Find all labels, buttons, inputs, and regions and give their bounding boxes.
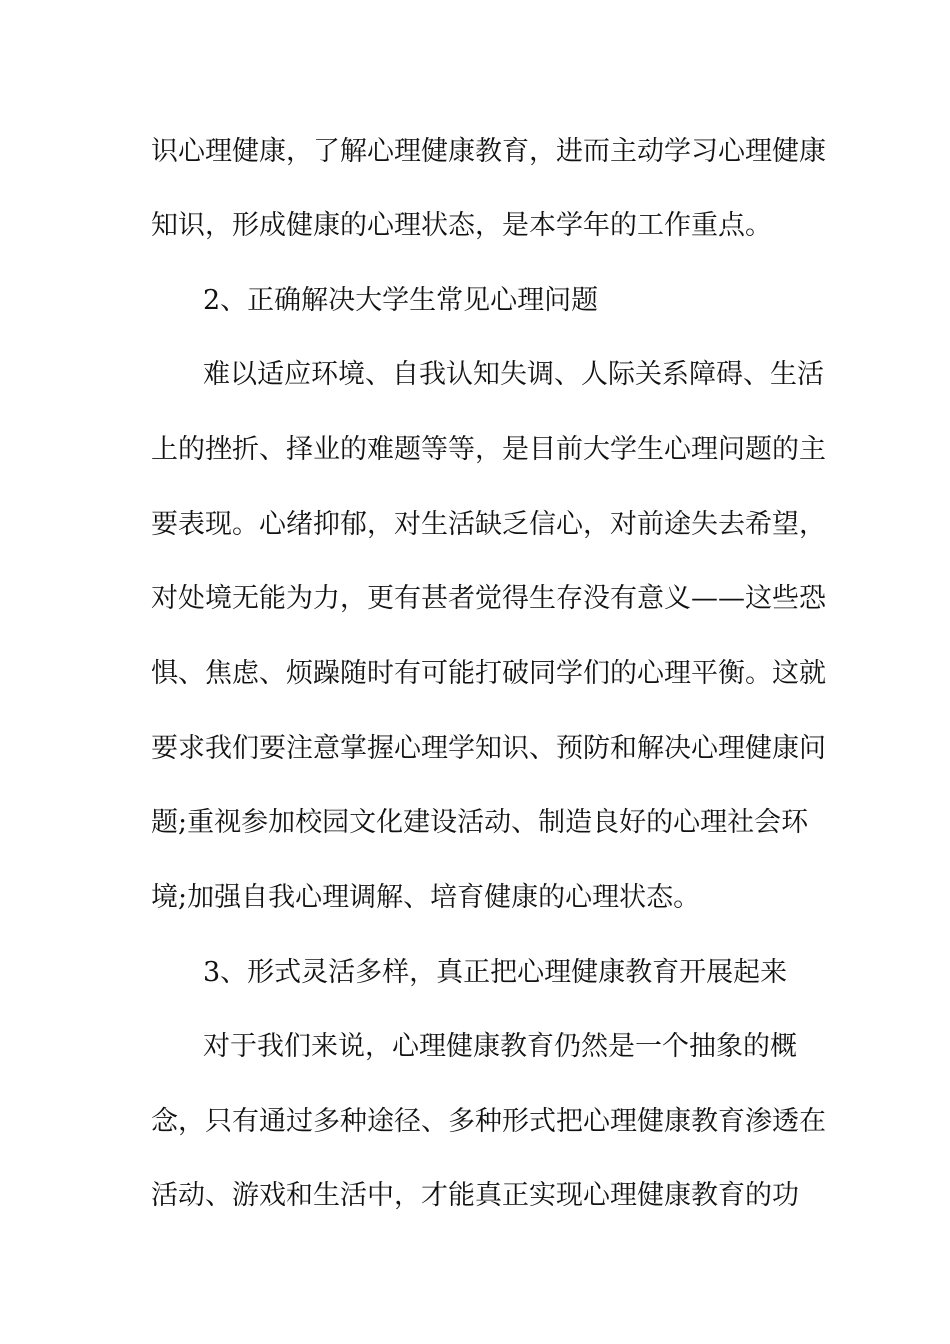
text-line: 难以适应环境、自我认知失调、人际关系障碍、生活 [203,359,824,390]
text-line: 上的挫折、择业的难题等等，是目前大学生心理问题的主 [151,434,826,465]
text-line: 对处境无能为力，更有甚者觉得生存没有意义——这些恐 [151,583,826,614]
section-heading: 2、正确解决大学生常见心理问题 [203,285,599,316]
section-heading: 3、形式灵活多样，真正把心理健康教育开展起来 [203,957,788,988]
text-line: 境;加强自我心理调解、培育健康的心理状态。 [151,882,701,913]
text-line: 要求我们要注意掌握心理学知识、预防和解决心理健康问 [151,733,826,764]
text-line: 题;重视参加校园文化建设活动、制造良好的心理社会环 [151,807,809,838]
text-line: 念，只有通过多种途径、多种形式把心理健康教育渗透在 [151,1106,826,1137]
text-line: 知识，形成健康的心理状态，是本学年的工作重点。 [151,210,772,241]
text-line: 识心理健康，了解心理健康教育，进而主动学习心理健康 [151,136,826,167]
text-line: 惧、焦虑、烦躁随时有可能打破同学们的心理平衡。这就 [151,658,826,689]
text-line: 要表现。心绪抑郁，对生活缺乏信心，对前途失去希望， [151,509,826,540]
text-line: 活动、游戏和生活中，才能真正实现心理健康教育的功 [151,1180,799,1211]
text-line: 对于我们来说，心理健康教育仍然是一个抽象的概 [203,1031,797,1062]
